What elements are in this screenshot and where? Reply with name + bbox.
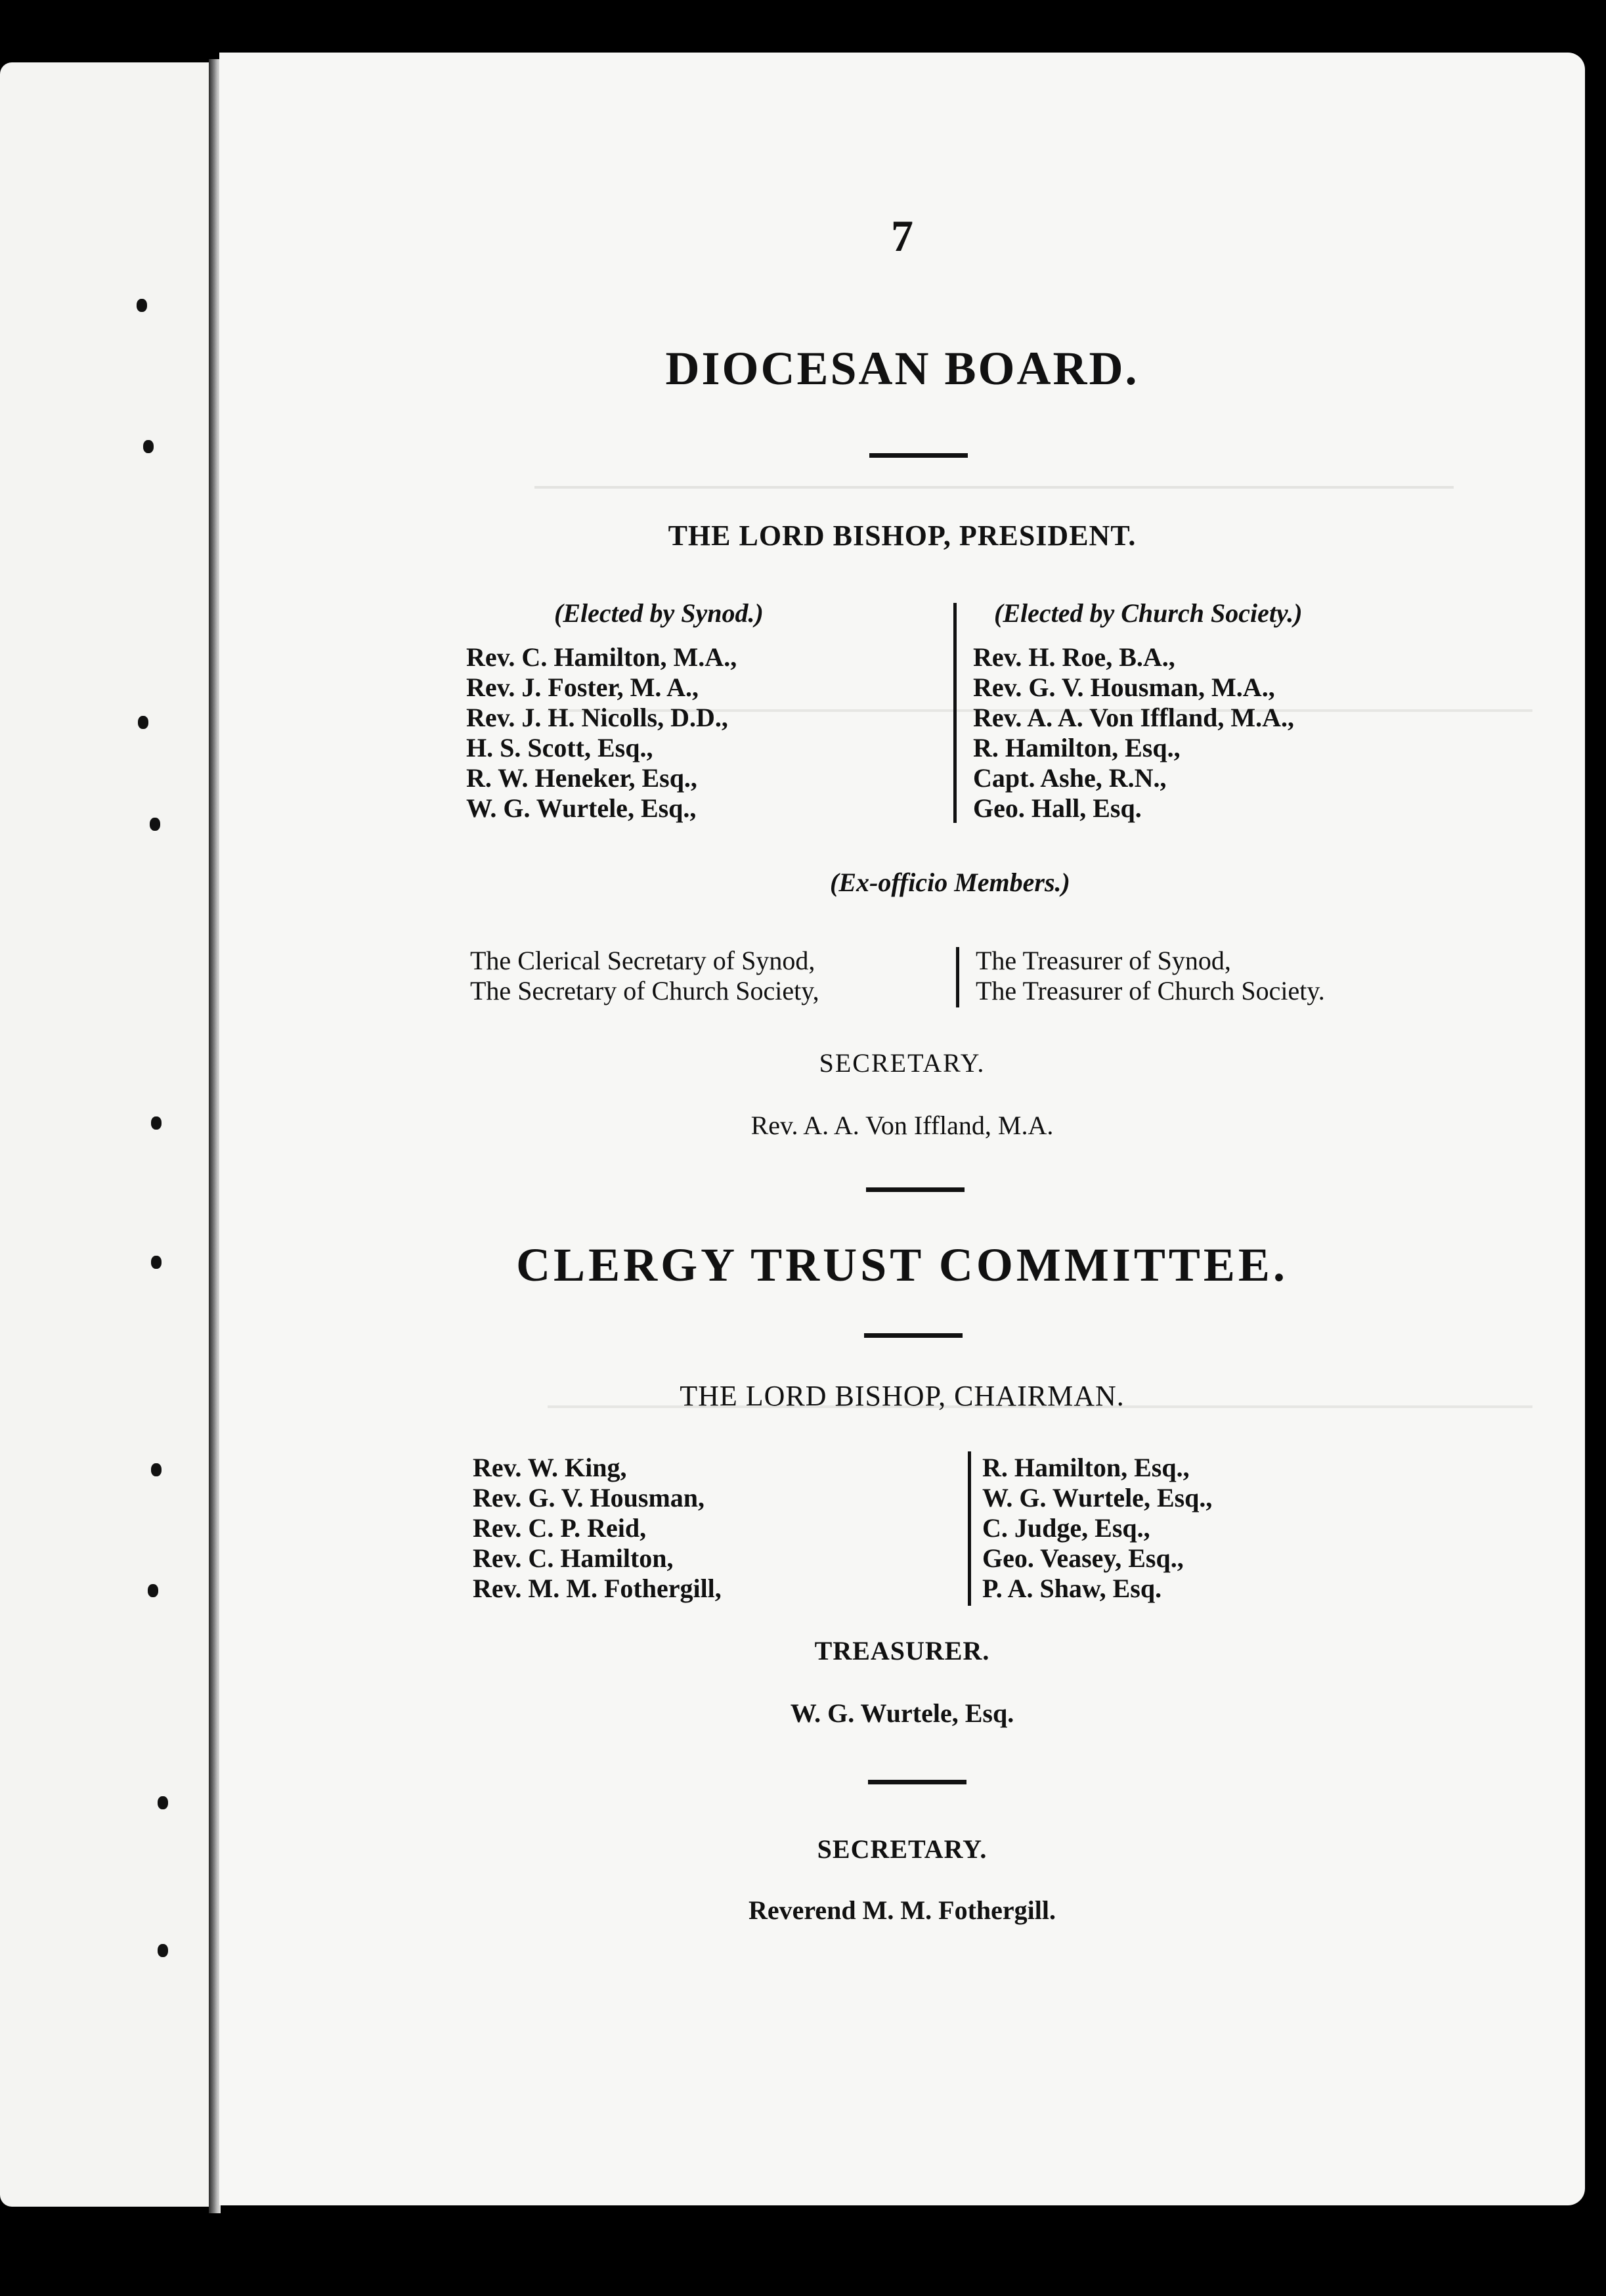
secretary-name: Reverend M. M. Fothergill. bbox=[748, 1895, 1056, 1925]
binding-hole bbox=[158, 1944, 168, 1957]
elected-by-synod-label: (Elected by Synod.) bbox=[554, 598, 764, 628]
member-name: W. G. Wurtele, Esq., bbox=[466, 793, 697, 823]
member-name: Rev. H. Roe, B.A., bbox=[973, 642, 1175, 672]
binding-hole bbox=[150, 818, 160, 831]
member-name: Rev. C. P. Reid, bbox=[473, 1513, 647, 1543]
ex-officio-left-list bbox=[470, 946, 819, 1006]
column-divider bbox=[953, 603, 957, 823]
member-name: Rev. G. V. Housman, bbox=[473, 1483, 705, 1512]
ex-officio-member: The Treasurer of Church Society. bbox=[976, 976, 1325, 1005]
column-divider bbox=[968, 1451, 971, 1606]
binding-hole bbox=[151, 1116, 162, 1130]
divider-rule bbox=[868, 1780, 966, 1784]
binding-hole bbox=[143, 440, 154, 453]
church-members-list bbox=[973, 642, 1294, 824]
binding-hole bbox=[137, 299, 147, 312]
document-page bbox=[219, 53, 1585, 2205]
secretary-heading: SECRETARY. bbox=[819, 1048, 986, 1078]
page-content bbox=[219, 53, 1585, 2205]
synod-members-list bbox=[466, 642, 737, 824]
section-title-diocesan-board: DIOCESAN BOARD. bbox=[665, 342, 1139, 395]
member-name: P. A. Shaw, Esq. bbox=[982, 1574, 1162, 1603]
member-name: H. S. Scott, Esq., bbox=[466, 733, 653, 762]
member-name: Geo. Hall, Esq. bbox=[973, 793, 1142, 823]
trust-right-members-list bbox=[982, 1453, 1212, 1604]
member-name: Geo. Veasey, Esq., bbox=[982, 1543, 1184, 1573]
member-name: W. G. Wurtele, Esq., bbox=[982, 1483, 1213, 1512]
member-name: Rev. G. V. Housman, M.A., bbox=[973, 673, 1275, 702]
ex-officio-member: The Secretary of Church Society, bbox=[470, 976, 819, 1005]
divider-rule bbox=[869, 453, 968, 458]
trust-left-members-list bbox=[473, 1453, 722, 1604]
member-name: R. W. Heneker, Esq., bbox=[466, 763, 697, 793]
member-name: R. Hamilton, Esq., bbox=[973, 733, 1181, 762]
president-line: THE LORD BISHOP, PRESIDENT. bbox=[668, 519, 1137, 552]
member-name: Rev. W. King, bbox=[473, 1453, 627, 1482]
member-name: Rev. J. H. Nicolls, D.D., bbox=[466, 703, 728, 732]
column-divider bbox=[956, 947, 959, 1007]
member-name: Rev. J. Foster, M. A., bbox=[466, 673, 699, 702]
binding-hole bbox=[151, 1463, 162, 1476]
elected-by-church-label: (Elected by Church Society.) bbox=[994, 598, 1303, 628]
member-name: R. Hamilton, Esq., bbox=[982, 1453, 1190, 1482]
secretary-name: Rev. A. A. Von Iffland, M.A. bbox=[750, 1111, 1054, 1140]
member-name: Capt. Ashe, R.N., bbox=[973, 763, 1167, 793]
member-name: Rev. C. Hamilton, bbox=[473, 1543, 674, 1573]
divider-rule bbox=[864, 1333, 963, 1338]
secretary-heading: SECRETARY. bbox=[817, 1834, 987, 1864]
section-title-clergy-trust: CLERGY TRUST COMMITTEE. bbox=[516, 1239, 1288, 1291]
divider-rule bbox=[866, 1187, 965, 1192]
ex-officio-right-list bbox=[976, 946, 1325, 1006]
page-number: 7 bbox=[891, 211, 913, 261]
facing-page-edge bbox=[0, 62, 217, 2207]
treasurer-heading: TREASURER. bbox=[814, 1636, 990, 1666]
binding-hole bbox=[158, 1796, 168, 1809]
treasurer-name: W. G. Wurtele, Esq. bbox=[790, 1698, 1014, 1728]
member-name: Rev. M. M. Fothergill, bbox=[473, 1574, 722, 1603]
binding-hole bbox=[151, 1256, 162, 1269]
binding-hole bbox=[138, 716, 148, 729]
chairman-line: THE LORD BISHOP, CHAIRMAN. bbox=[680, 1380, 1125, 1412]
member-name: Rev. C. Hamilton, M.A., bbox=[466, 642, 737, 672]
ex-officio-member: The Treasurer of Synod, bbox=[976, 946, 1231, 975]
ex-officio-label: (Ex-officio Members.) bbox=[830, 868, 1070, 897]
ex-officio-member: The Clerical Secretary of Synod, bbox=[470, 946, 815, 975]
binding-hole bbox=[148, 1584, 158, 1597]
member-name: Rev. A. A. Von Iffland, M.A., bbox=[973, 703, 1294, 732]
bleed-through bbox=[534, 486, 1454, 489]
member-name: C. Judge, Esq., bbox=[982, 1513, 1150, 1543]
